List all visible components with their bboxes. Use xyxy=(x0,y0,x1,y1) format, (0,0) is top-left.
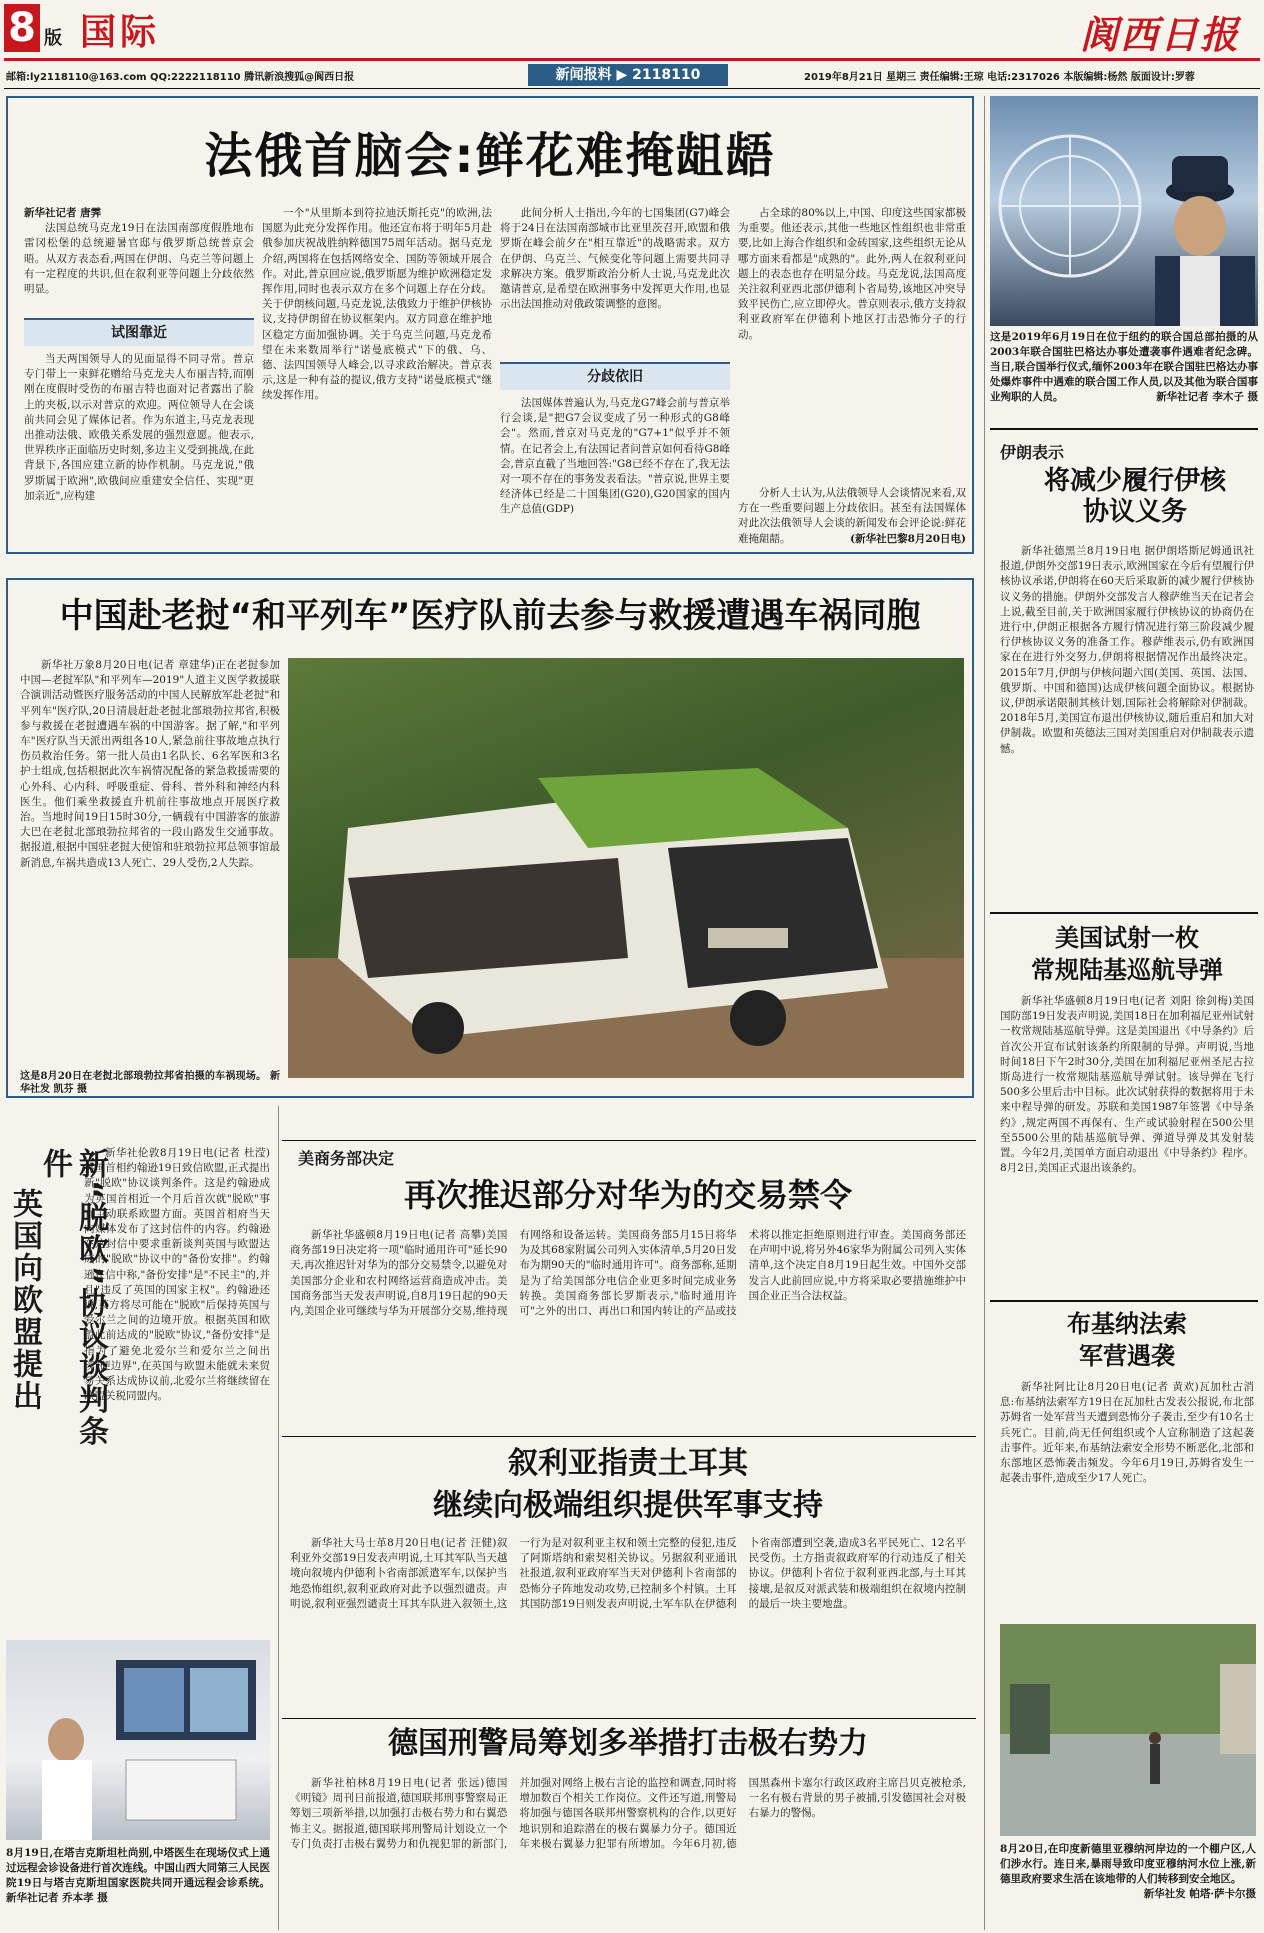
right-column-divider-2 xyxy=(990,912,1258,914)
un-memorial-photo xyxy=(990,96,1258,326)
wrecked-bus-image xyxy=(288,658,964,1078)
lead-paragraph-1b: 当天两国领导人的见面显得不同寻常。普京专门带上一束鲜花赠给马克龙夫人布丽吉特,而刚刚在度假时受伤的布丽吉特也面对记者露出了脸上的夹板,以示对普京的欢迎。两位领导人在会谈前共同会见了媒体记者。作为东道主,马克龙表现出推动法俄、欧俄关系发展的强烈意愿。他表示,世界秩序正面临历史时刻,多边主义受到挑战,在此背景下,各国应建立新的协作机制。马克龙说,"俄罗斯属于欧洲",欧俄间应重建安全信任、实现"更加亲近",应构建 xyxy=(24,353,254,502)
hotline-arrow-icon: ▶ xyxy=(616,67,628,83)
crash-credit: 新华社发 凯芬 摄 xyxy=(20,1071,281,1095)
iran-body-text: 新华社德黑兰8月19日电 据伊朗塔斯尼姆通讯社报道,伊朗外交部19日表示,欧洲国家在今后有望履行伊核协议承诺,伊朗将在60天后采取新的减少履行伊核协议义务的措施。伊朗外交部发言人穆萨维当天在记者会上说,截至目前,关于欧洲国家履行伊核协议的协商仍在进行中,伊朗正根据各方履行情况进行第三阶段减少履行伊核协议义务的准备工作。穆萨维表示,仍有欧洲国家在在进行外交努力,伊朗将根据情况作出最终决定。2015年7月,伊朗与伊核问题六国(美国、英国、法国、俄罗斯、中国和德国)达成伊核问题全面协议。根据协议,伊朗承诺限制其核计划,国际社会将解除对伊制裁。2018年5月,美国宣布退出伊核协议,随后重启和加大对伊制裁。欧盟和英德法三国对美国重启对伊制裁表示遗憾。 xyxy=(1000,545,1254,755)
crash-body-text: 新华社万象8月20日电(记者 章建华)正在老挝参加中国—老挝军队"和平列车—2019"人道主义医学救援联合演训活动暨医疗服务活动的中国人民解放军赴老挝"和平列车"医疗队,20日清晨赶赴老挝北部琅勃拉邦省,积极参与救援在老挝遭遇车祸的中国游客。据了解,"和平列车"医疗队当天派出两组各10人,紧急前往事故地点执行伤员救治任务。第一批人员由1名队长、6名军医和3名护士组成,包括根据此次车祸情况配备的紧急救援需要的心外科、心内科、呼吸重症、骨科、普外科和神经内科医生。他们乘坐救援直升机前往事故地点开展医疗救治。当地时间19日15时30分,一辆载有中国游客的旅游大巴在老挝北部琅勃拉邦省的一段山路发生交通事故。据报道,根据中国驻老挝大使馆和驻琅勃拉邦总领事馆最新消息,车祸共造成13人死亡、29人受伤,2人失踪。 xyxy=(20,659,280,869)
telemedicine-image xyxy=(6,1640,270,1840)
flood-credit: 新华社发 帕塔·萨卡尔摄 xyxy=(1143,1888,1256,1900)
burkina-body xyxy=(1000,1380,1254,1616)
brexit-headline-1: 新“脱欧”协议谈判条件 xyxy=(37,1148,108,1448)
us-missile-headline-2: 常规陆基巡航导弹 xyxy=(1031,956,1223,984)
lead-column-1b xyxy=(24,352,254,546)
center-divider-1 xyxy=(282,1140,976,1141)
iran-body xyxy=(1000,544,1254,900)
un-photo-credit: 新华社记者 李木子 摄 xyxy=(1156,391,1258,403)
hotline-box xyxy=(528,64,728,86)
lead-byline: 新华社记者 唐霁 xyxy=(24,207,102,219)
flood-photo xyxy=(1000,1624,1256,1836)
telemedicine-caption xyxy=(6,1846,270,1930)
lead-paragraph-1: 法国总统马克龙19日在法国南部度假胜地布雷冈松堡的总统避暑官邸与俄罗斯总统普京会晤。从双方表态看,两国在伊朗、乌克兰等问题上有一定程度的共识,但在叙利亚等问题上分歧依然明显。 xyxy=(24,222,254,296)
telemedicine-photo xyxy=(6,1640,270,1840)
lead-column-4 xyxy=(738,206,966,486)
lead-subhead-2: 分歧依旧 xyxy=(500,362,730,390)
crash-caption-text: 这是8月20日在老挝北部琅勃拉邦省拍摄的车祸现场。 xyxy=(20,1071,267,1082)
germany-headline: 德国刑警局筹划多举措打击极右势力 xyxy=(388,1726,868,1761)
iran-kicker: 伊朗表示 xyxy=(1000,443,1065,462)
masthead-info-left: 邮箱:ly2118110@163.com QQ:2222118110 腾讯新浪搜狐@阆西日报 xyxy=(6,72,355,83)
lead-paragraph-2: 一个"从里斯本到符拉迪沃斯托克"的欧洲,法国愿为此充分发挥作用。他还宣布将于明年5月赴俄参加庆祝战胜纳粹德国75周年活动。据马克龙介绍,两国将在包括网络安全、国防等领域开展合作。对此,普京回应说,俄罗斯愿为维护欧洲稳定发挥作用,同时也表示双方在多个问题上存在分歧。关于伊朗核问题,马克龙说,法俄致力于维护伊核协议,支持伊朗留在协议框架内。双方同意在维护地区稳定方面加强协调。关于乌克兰问题,马克龙希望在未来数周举行"诺曼底模式"下的俄、乌、德、法四国领导人峰会,以寻求政治解决。普京表示,这是一种有益的提议,俄方支持"诺曼底模式"继续发挥作用。 xyxy=(262,207,492,402)
iran-headline: 将减少履行伊核协议义务 xyxy=(1043,466,1226,528)
lead-subhead-1: 试图靠近 xyxy=(24,318,254,346)
syria-body xyxy=(290,1536,966,1716)
huawei-body-text: 新华社华盛顿8月19日电(记者 高攀)美国商务部19日决定将一项"临时通用许可"延长90天,再次推迟针对华为的部分交易禁令,以避免对美国部分企业和农村网络运营商造成冲击。美国商务部当天发表声明说,自8月19日起的90天内,美国企业可继续与华为开展部分交易,维持现有网络和设备运转。美国商务部5月15日将华为及其68家附属公司列入实体清单,5月20日发布为期90天的"临时通用许可"。商务部称,延期是为了给美国部分电信企业更多时间完成业务转换。美国商务部长罗斯表示,"临时通用许可"之外的出口、再出口和国内转让的产品或技术将以推定拒绝原则进行审查。美国商务部还在声明中说,将另外46家华为附属公司列入实体清单,这个决定自8月19日起生效。中国外交部发言人此前回应说,中方将采取必要措施维护中国企业正当合法权益。 xyxy=(290,1229,966,1318)
burkina-headline-2: 军营遇袭 xyxy=(1079,1342,1175,1370)
un-photo-caption-text: 这是2019年6月19日在位于纽约的联合国总部拍摄的从2003年联合国驻巴格达办事处遭袭事件遇难者纪念碑。当日,联合国举行仪式,缅怀2003年在联合国驻巴格达办事处爆炸事件中遇难的联合国工作人员,以及其他为联合国事业殉职的人员。 xyxy=(990,331,1258,403)
huawei-kicker: 美商务部决定 xyxy=(298,1149,395,1168)
lead-dateline: (新华社巴黎8月20日电) xyxy=(850,533,966,545)
germany-body-text: 新华社柏林8月19日电(记者 张远)德国《明镜》周刊日前报道,德国联邦刑事警察局正筹划三项新举措,以加强打击极右势力和右翼恐怖主义。据报道,德国联邦刑警局计划设立一个专门负责打击极右翼势力和仇视犯罪的新部门,并加强对网络上极右言论的监控和调查,同时将增加数百个相关工作岗位。文件还写道,刑警局将加强与德国各联邦州警察机构的合作,以更好地识别和追踪潜在的极右翼暴力分子。德国近年来极右翼暴力犯罪有所增加。今年6月初,德国黑森州卡塞尔行政区政府主席吕贝克被枪杀,一名有极右背景的男子被捕,引发德国社会对极右暴力的警惕。 xyxy=(290,1777,966,1850)
column-separator-right xyxy=(984,96,985,1930)
telemedicine-credit: 新华社记者 乔本孝 摄 xyxy=(6,1892,108,1904)
brexit-headline-2: 英国向欧盟提出 xyxy=(7,1188,42,1412)
lead-paragraph-4b: 分析人士认为,从法俄领导人会谈情况来看,双方在一些重要问题上分歧依旧。甚至有法国媒体对此次法俄领导人会谈的新闻发布会评论说:鲜花难掩龃龉。 xyxy=(738,487,966,545)
flood-caption-text: 8月20日,在印度新德里亚穆纳河岸边的一个棚户区,人们涉水行。连日来,暴雨导致印度亚穆纳河水位上涨,新德里政府要求生活在该地带的人们转移到安全地区。 xyxy=(1000,1843,1256,1885)
masthead-rule-2 xyxy=(4,88,1260,89)
brexit-body-text: 新华社伦敦8月19日电(记者 杜滢)英国首相约翰逊19日致信欧盟,正式提出新"脱欧"协议谈判条件。这是约翰逊成为英国首相近一个月后首次就"脱欧"事宜主动联系欧盟方面。英国首相府当天向媒体发布了这封信件的内容。约翰逊在这封信中要求重新谈判英国与欧盟达成的"脱欧"协议中的"备份安排"。约翰逊在信中称,"备份安排"是"不民主"的,并且"违反了英国的国家主权"。约翰逊还说,英方将尽可能在"脱欧"后保持英国与爱尔兰之间的边境开放。根据英国和欧盟此前达成的"脱欧"协议,"备份安排"是指为了避免北爱尔兰和爱尔兰之间出现"硬边界",在英国与欧盟未能就未来贸易关系达成协议前,北爱尔兰将继续留在欧盟关税同盟内。 xyxy=(84,1147,270,1403)
flood-caption xyxy=(1000,1842,1256,1930)
crash-photo xyxy=(288,658,964,1078)
syria-headline-2: 继续向极端组织提供军事支持 xyxy=(433,1488,823,1523)
burkina-headline-1: 布基纳法索 xyxy=(1067,1310,1187,1338)
flood-image xyxy=(1000,1624,1256,1836)
lead-paragraph-4: 占全球的80%以上,中国、印度这些国家都极为重要。他还表示,其他一些地区性组织也非常重要,比如上海合作组织和金砖国家,这些组织无论从哪方面来看都是"成熟的"。此外,两人在叙利亚问题上的表态也存在明显分歧。马克龙说,法国高度关注叙利亚西北部伊德利卜省局势,该地区冲突导致平民伤亡,应立即停火。普京则表示,俄方支持叙利亚政府军在伊德利卜地区打击恐怖分子的行动。 xyxy=(738,207,966,341)
syria-headline-1: 叙利亚指责土耳其 xyxy=(508,1446,748,1481)
brexit-body xyxy=(84,1146,270,1606)
us-missile-body-text: 新华社华盛顿8月19日电(记者 刘阳 徐剑梅)美国国防部19日发表声明说,美国18日在加利福尼亚州试射一枚常规陆基巡航导弹。这是美国退出《中导条约》后首次公开宣布试射该条约所限制的导弹。声明说,当地时间18日下午2时30分,美国在加利福尼亚州圣尼古拉斯岛进行一枚常规陆基巡航导弹试射。该导弹在飞行500多公里后击中目标。此次试射获得的数据将用于未来中程导弹的研发。苏联和美国1987年签署《中导条约》,规定两国不再保有、生产或试验射程在500公里至5500公里的陆基巡航导弹、弹道导弹及其发射装置。今年2月,美国单方面启动退出《中导条约》程序。8月2日,美国正式退出该条约。 xyxy=(1000,995,1254,1175)
lead-headline: 法俄首脑会:鲜花难掩龃龉 xyxy=(204,128,776,184)
masthead-info-right: 2019年8月21日 星期三 责任编辑:王琼 电话:2317026 本版编辑:杨然 版面设计:罗蓉 xyxy=(804,72,1195,83)
lead-paragraph-3b: 法国媒体普遍认为,马克龙G7峰会前与普京举行会谈,是"把G7会议变成了另一种形式的G8峰会"。然而,普京对马克龙的"G7+1"似乎并不领情。在记者会上,有法国记者问普京如何看待G8峰会,普京直截了当地回答:"G8已经不存在了,我无法对一项不存在的事务发表看法。"普京说,世界主要经济体已经是二十国集团(G20),G20国家的国内生产总值(GDP) xyxy=(500,397,730,516)
column-separator-left xyxy=(278,1106,279,1930)
burkina-body-text: 新华社阿比让8月20日电(记者 黄欢)瓦加杜古消息:布基纳法索军方19日在瓦加杜古发表公报说,布北部苏姆省一处军营当天遭到恐怖分子袭击,至少有10名士兵死亡。目前,尚无任何组织或个人宣称制造了这起袭击事件。近年来,布基纳法索安全形势不断恶化,北部和东部地区恐怖袭击频发。今年6月19日,苏姆省发生一起袭击事件,造成至少17人死亡。 xyxy=(1000,1381,1254,1485)
germany-body xyxy=(290,1776,966,1930)
crash-caption xyxy=(20,1070,280,1096)
section-title: 国际 xyxy=(80,12,161,53)
center-divider-3 xyxy=(282,1718,976,1719)
lead-column-3 xyxy=(500,206,730,356)
center-divider-2 xyxy=(282,1436,976,1437)
un-memorial-image xyxy=(990,96,1258,326)
masthead-rule xyxy=(4,58,1260,61)
lead-column-3b xyxy=(500,396,730,546)
paper-logo: 阆西日报 xyxy=(1080,12,1241,57)
crash-headline: 中国赴老挝“和平列车”医疗队前去参与救援遭遇车祸同胞 xyxy=(59,596,921,636)
hotline-label: 新闻报料 xyxy=(555,67,612,83)
huawei-body xyxy=(290,1228,966,1430)
un-photo-caption xyxy=(990,330,1258,418)
telemedicine-caption-text: 8月19日,在塔吉克斯坦杜尚别,中塔医生在现场仪式上通过远程会诊设备进行首次连线。中国山西大同第三人民医院19日与塔吉克斯坦国家医院共同开通远程会诊系统。 xyxy=(6,1847,270,1889)
lead-column-2 xyxy=(262,206,492,546)
right-column-divider-3 xyxy=(990,1300,1258,1302)
page-number: 8 xyxy=(4,4,40,52)
lead-paragraph-3: 此间分析人士指出,今年的七国集团(G7)峰会将于24日在法国南部城市比亚里茨召开,欧盟和俄罗斯在峰会前夕在"相互靠近"的战略需求。双方在伊朗、乌克兰、气候变化等问题上需要共同寻求解决方案。俄罗斯政治分析人士说,马克龙此次邀请普京,是希望在欧洲事务中发挥更大作用,也显示出法国推动对俄政策调整的意图。 xyxy=(500,207,730,311)
syria-body-text: 新华社大马士革8月20日电(记者 汪健)叙利亚外交部19日发表声明说,土耳其军队当天越境向叙境内伊德利卜省南部派遣军车,以保护当地恐怖组织,叙利亚政府对此予以强烈谴责。声明说,叙利亚强烈谴责土耳其车队进入叙领土,这一行为是对叙利亚主权和领土完整的侵犯,违反了阿斯塔纳和索契相关协议。另据叙利亚通讯社报道,叙利亚政府军当天对伊德利卜省南部的恐怖分子阵地发动攻势,已控制多个村镇。土耳其国防部19日则发表声明说,土军车队在伊德利卜省南部遭到空袭,造成3名平民死亡、12名平民受伤。土方指责叙政府军的行动违反了相关协议。伊德利卜省位于叙利亚西北部,与土耳其接壤,是叙反对派武装和极端组织在叙境内控制的最后一块主要地盘。 xyxy=(290,1537,966,1610)
page-suffix: 版 xyxy=(44,28,62,49)
crash-body xyxy=(20,658,280,1062)
us-missile-headline-1: 美国试射一枚 xyxy=(1055,924,1199,952)
right-column-divider-1 xyxy=(990,428,1258,430)
us-missile-body xyxy=(1000,994,1254,1292)
hotline-number: 2118110 xyxy=(632,67,701,83)
huawei-headline: 再次推迟部分对华为的交易禁令 xyxy=(403,1176,852,1214)
